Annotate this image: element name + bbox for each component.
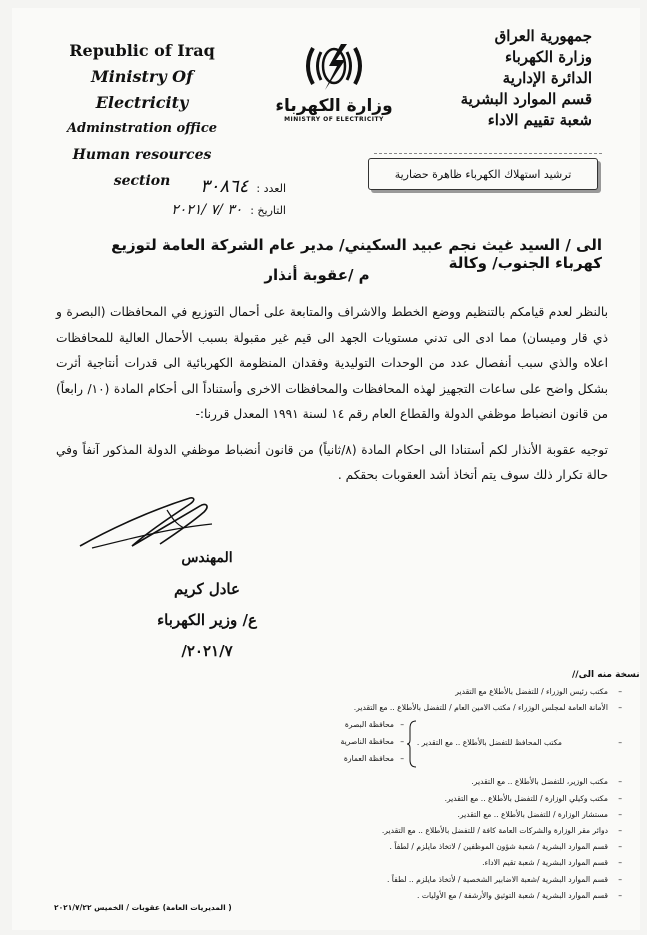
signer-date: ٢٠٢١/٧/	[181, 642, 233, 660]
copies-list	[72, 684, 622, 904]
letter-body	[56, 300, 608, 489]
brace-icon	[407, 720, 417, 768]
governorates-group	[72, 716, 622, 774]
english-letterhead	[42, 38, 242, 194]
reference-date-row	[86, 202, 286, 228]
copies-title: نسخة منه الى//	[572, 670, 640, 680]
signer-title: المهندس	[181, 550, 233, 566]
reference-block	[86, 176, 286, 228]
copy-item: – مكتب رئيس الوزراء / للتفضل بالأطلاع مع التقدير	[72, 684, 622, 700]
body-paragraph-2: توجيه عقوبة الأنذار لكم أستنادا الى احكام المادة (٨/ثانياً) من قانون أنضباط موظفي الدولة المذكور آنفاً وفي حالة تكرار ذلك سوف يتم أتخاذ أشد العقوبات بحقكم .	[56, 442, 608, 482]
slogan-box: ترشيد استهلاك الكهرباء ظاهرة حضارية	[368, 158, 598, 190]
arabic-letterhead	[392, 26, 592, 131]
document-page	[12, 8, 640, 930]
body-paragraph-1: بالنظر لعدم قيامكم بالتنظيم ووضع الخطط والاشراف والمتابعة على أحمال التوزيع في المحافظات (البصرة و ذي قار وميسان) مما ادى الى تدني مستويات الجهد الى قيم غير مقبولة بسبب الأحمال العالية للمحافظات اعلاه والذي سبب أنفصال عدد من الوحدات التوليدية وفقدان المنظومة الكهربائية الى قدرات أنتاجية أثرت بشكل واضح على ساعات التجهيز لهذه المحافظات والمحافظات الاخرى وأستناداً الى أحكام المادة (١٠/ رابعاً) من قانون انضباط موظفي الدولة والقطاع العام رقم ١٤ لسنة ١٩٩١ المعدل قررنا:-	[56, 305, 608, 421]
directorate-ar: الدائرة الإدارية	[502, 69, 592, 87]
reference-number-label: العدد :	[256, 182, 286, 195]
reference-number-value: ٣٠٨٦٤	[200, 176, 249, 197]
copy-item: – قسم الموارد البشرية / شعبة شؤون الموظفين / لاتخاذ مايلزم / لطفاً .	[72, 839, 622, 855]
governorate-item: – محافظة العمارة	[341, 750, 404, 767]
governorate-item: – محافظة الناصرية	[341, 733, 404, 750]
logo-english-name: MINISTRY OF ELECTRICITY	[284, 116, 384, 123]
reference-date-label: التاريخ :	[250, 204, 286, 217]
ministry-ar: وزارة الكهرباء	[505, 48, 592, 66]
addressee-line: الى / السيد غيث نجم عبيد السكيني/ مدير عام الشركة العامة لتوزيع كهرباء الجنوب/ وكالة	[111, 236, 602, 272]
office-en: Adminstration office	[66, 121, 218, 136]
copy-item: – قسم الموارد البشرية / شعبة تقيم الاداء.	[72, 855, 622, 871]
copy-item: – دوائر مقر الوزارة والشركات العامة كافة / للتفضل بالأطلاع .. مع التقدير.	[72, 823, 622, 839]
governorate-list	[341, 716, 404, 767]
copy-item: – مكتب الوزير، للتفضل بالأطلاع .. مع التقدير.	[72, 774, 622, 790]
reference-number-row	[86, 176, 286, 202]
copy-item: – قسم الموارد البشرية / شعبة التوثيق والأرشفة / مع الأوليات .	[72, 888, 622, 904]
country-en: Republic of Iraq	[69, 41, 215, 60]
copy-item: – الأمانة العامة لمجلس الوزراء / مكتب الامين العام / للتفضل بالأطلاع .. مع التقدير.	[72, 700, 622, 716]
logo-arabic-name: وزارة الكهرباء	[275, 96, 393, 116]
signer-name: عادل كريم	[174, 580, 240, 598]
ministry-logo	[269, 38, 399, 123]
department-ar: قسم الموارد البشرية	[460, 90, 592, 108]
subject-line: م /عقوبة أنذار	[264, 266, 370, 284]
governorate-item: – محافظة البصرة	[341, 716, 404, 733]
section-en: Human resources section	[72, 147, 212, 189]
reference-date-value: ٣٠ /٧ /٢٠٢١	[171, 202, 243, 218]
signer-block	[122, 543, 292, 667]
signer-position: ع/ وزير الكهرباء	[157, 611, 257, 629]
copy-item: – قسم الموارد البشرية /شعبة الاضابير الشخصية / لأتخاذ مايلزم .. لطفاً .	[72, 872, 622, 888]
lightning-bolt-icon	[299, 38, 369, 94]
country-ar: جمهورية العراق	[494, 27, 592, 45]
filing-note: ( المديريات العامة) عقوبات / الخميس ٢٠٢١/٧/٢٢	[54, 903, 232, 912]
copy-item: – مستشار الوزارة / للتفضل بالأطلاع .. مع التقدير.	[72, 807, 622, 823]
governorates-dash: –	[618, 738, 622, 748]
governor-office: مكتب المحافظ للتفضل بالأطلاع .. مع التقدير .	[416, 738, 562, 748]
division-ar: شعبة تقييم الاداء	[487, 111, 592, 129]
copy-item: – مكتب وكيلي الوزارة / للتفضل بالأطلاع .. مع التقدير.	[72, 791, 622, 807]
ministry-en: Ministry Of Electricity	[90, 67, 193, 112]
